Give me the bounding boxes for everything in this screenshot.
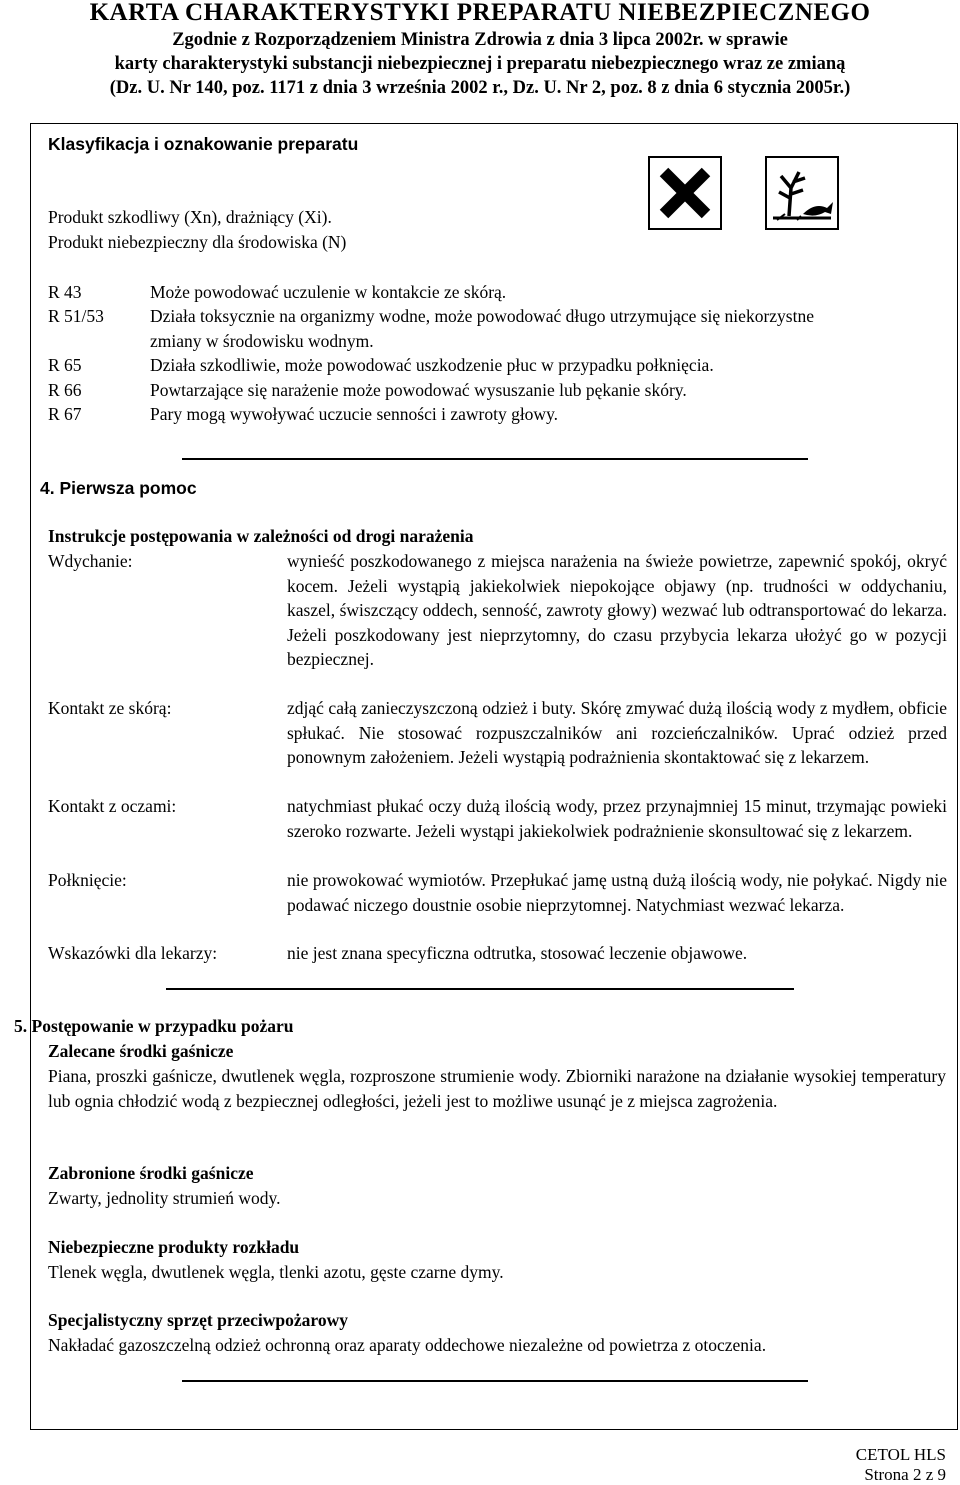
first-aid-text: nie prowokować wymiotów. Przepłukać jamę ustną dużą ilością wody, nie połykać. Nigdy nie podawać niczego doustnie osobie nieprzytomnej. Natychmiast wezwać lekarza. (287, 870, 947, 915)
fire-block-title: Niebezpieczne produkty rozkładu (48, 1237, 300, 1257)
classification-heading: Klasyfikacja i oznakowanie preparatu (48, 134, 359, 154)
divider (182, 458, 808, 460)
first-aid-text: natychmiast płukać oczy dużą ilością wody, przez przynajmniej 15 minut, trzymając powieki szeroko rozwarte. Jeżeli wystąpi jakiekolwiek podrażnienie skonsultować się z lekarzem. (287, 796, 947, 841)
r-phrase-text: Działa szkodliwie, może powodować uszkodzenie płuc w przypadku połknięcia. (150, 355, 714, 375)
fire-block-text: Zwarty, jednolity strumień wody. (48, 1188, 281, 1208)
r-phrase-code: R 66 (48, 380, 82, 400)
fire-block-text: Tlenek węgla, dwutlenek węgla, tlenki azotu, gęste czarne dymy. (48, 1262, 504, 1282)
first-aid-text: wynieść poszkodowanego z miejsca narażenia na świeże powietrze, zapewnić spokój, okryć kocem. Jeżeli wystąpią jakiekolwiek niepokojące objawy (np. trudności w oddychaniu, kaszel, świszczący oddech, senność, zawroty głowy) wezwać lub odtransportować do lekarza. Jeżeli poszkodowany jest nieprzytomny, do czasu przybycia lekarza ułożyć go w pozycji bezpiecznej. (287, 551, 947, 669)
regulation-line-1: Zgodnie z Rozporządzeniem Ministra Zdrowia z dnia 3 lipca 2002r. w sprawie (172, 30, 788, 50)
environment-dead-tree-fish-icon (765, 156, 839, 230)
classification-line-2: Produkt niebezpieczny dla środowiska (N) (48, 232, 347, 252)
first-aid-label: Wdychanie: (48, 551, 133, 571)
section-5-heading: 5. Postępowanie w przypadku pożaru (14, 1016, 294, 1036)
first-aid-text: nie jest znana specyficzna odtrutka, stosować leczenie objawowe. (287, 943, 748, 963)
r-phrase-text: Może powodować uczulenie w kontakcie ze skórą. (150, 282, 507, 302)
fire-block-text: Nakładać gazoszczelną odzież ochronną oraz aparaty oddechowe niezależne od powietrza z otoczenia. (48, 1335, 767, 1355)
regulation-line-2: karty charakterystyki substancji niebezpiecznej i preparatu niebezpiecznego wraz ze zmianą (114, 54, 846, 74)
r-phrase-code: R 65 (48, 355, 82, 375)
r-phrase-text: Pary mogą wywoływać uczucie senności i zawroty głowy. (150, 404, 559, 424)
r-phrase-code: R 67 (48, 404, 82, 424)
section-4-subheading: Instrukcje postępowania w zależności od drogi narażenia (48, 526, 474, 546)
divider (182, 1380, 808, 1382)
footer-page-number: Strona 2 z 9 (864, 1465, 946, 1484)
r-phrase-text: Powtarzające się narażenie może powodować wysuszanie lub pękanie skóry. (150, 380, 687, 400)
fire-block-text: Piana, proszki gaśnicze, dwutlenek węgla, rozproszone strumienie wody. Zbiorniki narażone na działanie wysokiej temperatury lub ognia chłodzić wodą z bezpiecznej odległości, jeżeli jest to możliwe usunąć je z miejsca zagrożenia. (48, 1066, 946, 1111)
r-phrase-code: R 43 (48, 282, 82, 302)
regulation-line-3: (Dz. U. Nr 140, poz. 1171 z dnia 3 września 2002 r., Dz. U. Nr 2, poz. 8 z dnia 6 stycznia 2005r.) (109, 78, 851, 98)
r-phrase-code: R 51/53 (48, 306, 104, 326)
document-title: KARTA CHARAKTERYSTYKI PREPARATU NIEBEZPIECZNEGO (89, 0, 871, 26)
classification-line-1: Produkt szkodliwy (Xn), drażniący (Xi). (48, 207, 332, 227)
first-aid-text: zdjąć całą zanieczyszczoną odzież i buty. Skórę zmywać dużą ilością wody z mydłem, obficie spłukać. Nie stosować rozpuszczalników ani rozcieńczalników. Uprać odzież przed ponownym założeniem. Jeżeli wystąpią podrażnienia skontaktować się z lekarzem. (287, 698, 947, 767)
footer-product: CETOL HLS (855, 1445, 946, 1464)
divider (166, 988, 794, 990)
r-phrase-text: Działa toksycznie na organizmy wodne, może powodować długo utrzymujące się niekorzystne zmiany w środowisku wodnym. (150, 306, 814, 351)
fire-block-title: Specjalistyczny sprzęt przeciwpożarowy (48, 1310, 349, 1330)
first-aid-label: Wskazówki dla lekarzy: (48, 943, 218, 963)
fire-block-title: Zabronione środki gaśnicze (48, 1163, 254, 1183)
fire-block-title: Zalecane środki gaśnicze (48, 1041, 234, 1061)
harmful-x-icon (648, 156, 722, 230)
section-4-heading: 4. Pierwsza pomoc (40, 478, 197, 498)
first-aid-label: Połknięcie: (48, 870, 127, 890)
first-aid-label: Kontakt ze skórą: (48, 698, 172, 718)
first-aid-label: Kontakt z oczami: (48, 796, 177, 816)
